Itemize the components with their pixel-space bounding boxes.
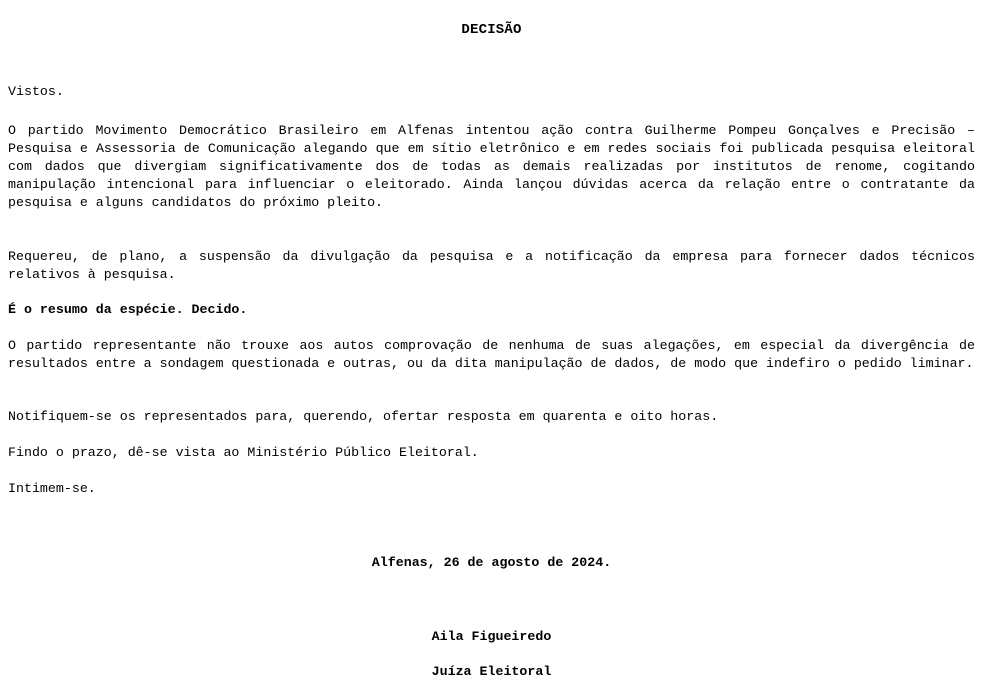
signer-name: Aila Figueiredo: [431, 629, 552, 644]
paragraph-intimem: Intimem-se.: [8, 481, 96, 496]
signer-role: Juíza Eleitoral: [431, 664, 552, 679]
paragraph-notify: Notifiquem-se os representados para, querendo, ofertar resposta em quarenta e oito horas.: [8, 409, 719, 424]
paragraph-facts: O partido Movimento Democrático Brasileiro em Alfenas intentou ação contra Guilherme Pompeu Gonçalves e Precisão – Pesquisa e Assessoria de Comunicação alegando que em sítio eletrônico e em redes sociais foi publicada pesquisa eleitoral com dados que divergiam significativamente dos de todas as demais realizadas por institutos de renome, cogitando manipulação intencional para influenciar o eleitorado. Ainda lançou dúvidas acerca da relação entre o contratante da pesquisa e alguns candidatos do próximo pleito.: [8, 123, 975, 210]
place-date: Alfenas, 26 de agosto de 2024.: [371, 555, 612, 570]
paragraph-vistos: Vistos.: [8, 84, 64, 99]
paragraph-ruling: O partido representante não trouxe aos autos comprovação de nenhuma de suas alegações, em especial da divergência de resultados entre a sondagem questionada e outras, ou da dita manipulação de dados, de modo que indefiro o pedido liminar.: [8, 338, 975, 371]
paragraph-summary: É o resumo da espécie. Decido.: [8, 302, 248, 317]
paragraph-deadline: Findo o prazo, dê-se vista ao Ministério Público Eleitoral.: [8, 445, 479, 460]
paragraph-request: Requereu, de plano, a suspensão da divulgação da pesquisa e a notificação da empresa para fornecer dados técnicos relativos à pesquisa.: [8, 249, 975, 282]
document-title: DECISÃO: [461, 22, 522, 38]
